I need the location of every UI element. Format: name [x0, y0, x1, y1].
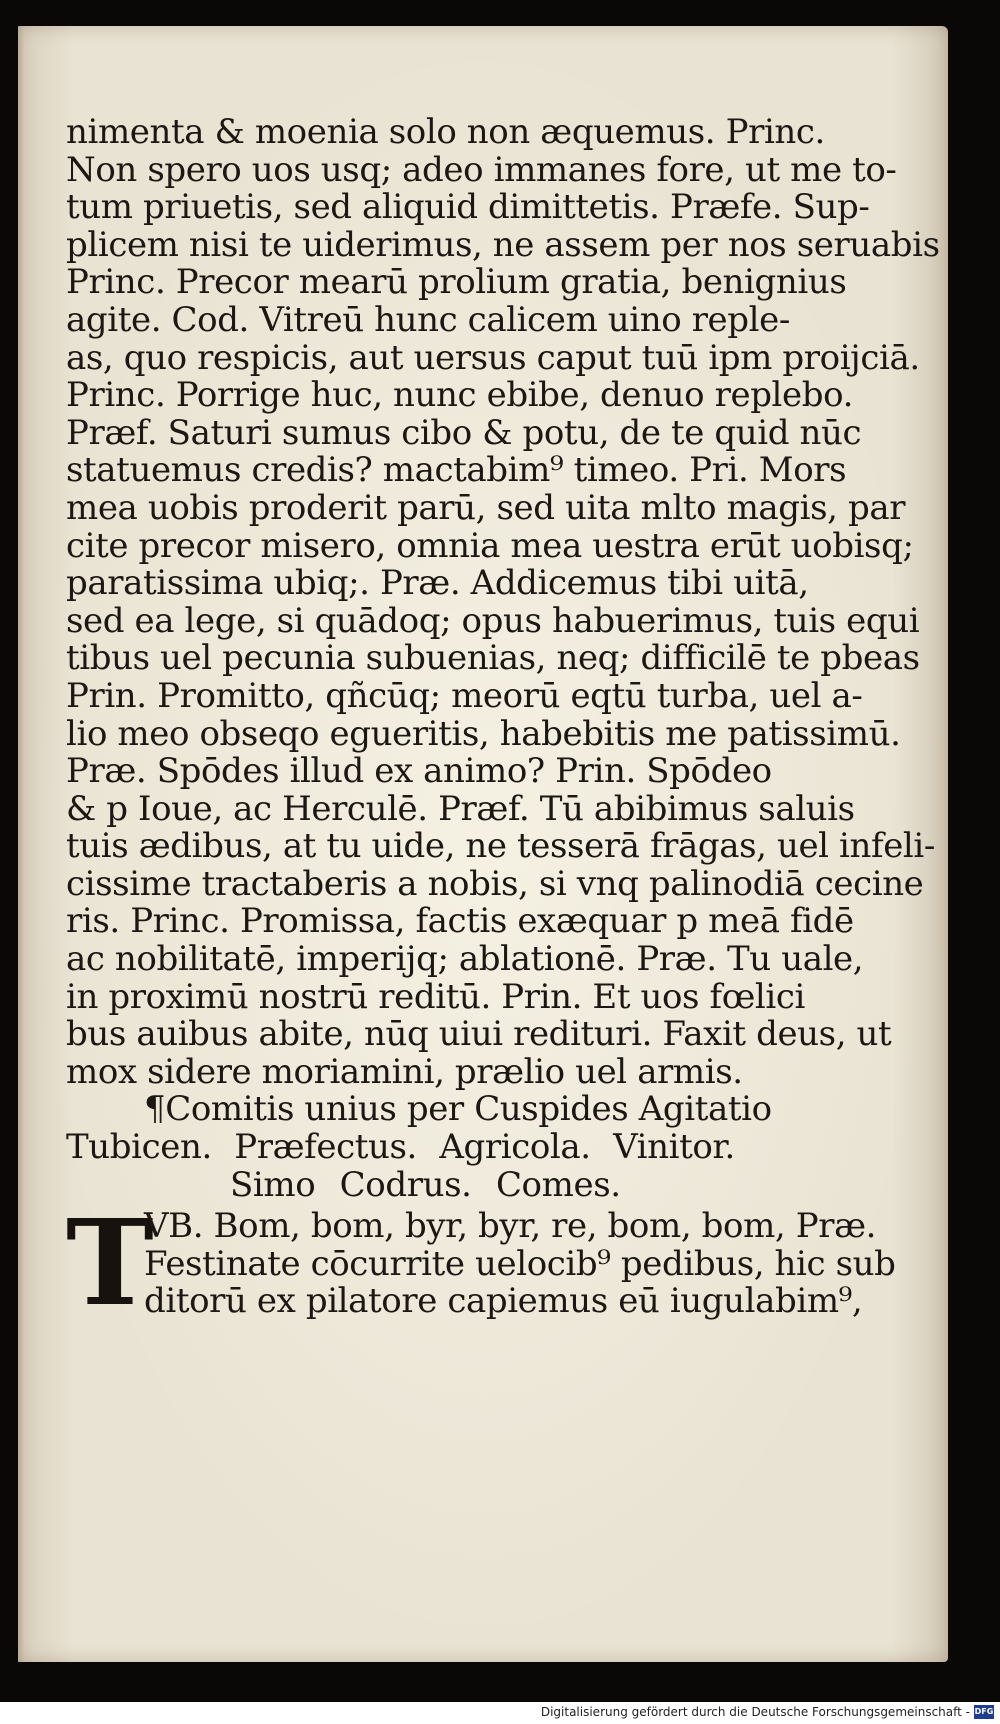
text-line: sed ea lege, si quādoq; opus habuerimus, tuis equi — [66, 600, 920, 641]
text-line: VB. Bom, bom, byr, byr, re, bom, bom, Præ. — [144, 1206, 877, 1247]
text-line: plicem nisi te uiderimus, ne assem per nos seruabis — [66, 224, 940, 265]
text-line: as, quo respicis, aut uersus caput tuū ipm proijciā. — [66, 337, 920, 378]
drop-cap-initial: T — [66, 1193, 154, 1333]
text-line: tuis ædibus, at tu uide, ne tesserā frāgas, uel infeli- — [66, 826, 935, 867]
text-line: agite. Cod. Vitreū hunc calicem uino reple- — [66, 299, 790, 340]
text-line: ditorū ex pilatore capiemus eū iugulabim⁹, — [144, 1281, 863, 1322]
dfg-logo: DFG — [974, 1705, 994, 1719]
text-line: bus auibus abite, nūq uiui redituri. Faxit deus, ut — [66, 1014, 892, 1055]
text-line: nimenta & moenia solo non æquemus. Princ. — [66, 112, 825, 152]
page-text — [66, 112, 940, 1333]
text-line: cissime tractaberis a nobis, si vnq palinodiā cecine — [66, 863, 924, 904]
text-line: Præf. Saturi sumus cibo & potu, de te quid nūc — [66, 412, 862, 453]
text-line: & p Ioue, ac Herculē. Præf. Tū abibimus saluis — [66, 788, 855, 829]
text-line: in proximū nostrū reditū. Prin. Et uos fœlici — [66, 976, 805, 1017]
text-line: Prin. Promitto, qñcūq; meorū eqtū turba, uel a- — [66, 675, 863, 716]
book-page — [18, 26, 948, 1662]
opening-lines — [144, 1208, 895, 1321]
text-line: Præ. Spōdes illud ex animo? Prin. Spōdeo — [66, 751, 772, 792]
text-line: Princ. Precor mearū prolium gratia, benignius — [66, 262, 847, 303]
text-line: mox sidere moriamini, prælio uel armis. — [66, 1051, 743, 1092]
text-line: lio meo obseqo egueritis, habebitis me patissimū. — [66, 713, 901, 754]
text-line: Princ. Porrige huc, nunc ebibe, denuo replebo. — [66, 375, 853, 416]
dramatis-personae-line: Simo Codrus. Comes. — [230, 1164, 621, 1205]
funding-credit: Digitalisierung gefördert durch die Deutsche Forschungsgemeinschaft - — [540, 1705, 970, 1719]
text-line: cite precor misero, omnia mea uestra erūt uobisq; — [66, 525, 914, 566]
text-line: Non spero uos usq; adeo immanes fore, ut me to- — [66, 149, 897, 190]
opening-paragraph — [66, 1193, 896, 1333]
page-edge — [18, 26, 24, 1662]
digitization-footer — [0, 1702, 1000, 1724]
text-line: ac nobilitatē, imperijq; ablationē. Præ. Tu uale, — [66, 939, 864, 980]
section-heading: ¶Comitis unius per Cuspides Agitatio — [144, 1089, 772, 1130]
text-line: statuemus credis? mactabim⁹ timeo. Pri. Mors — [66, 450, 847, 491]
text-line: tum priuetis, sed aliquid dimittetis. Præfe. Sup- — [66, 187, 870, 228]
text-line: mea uobis proderit parū, sed uita mlto magis, par — [66, 487, 906, 528]
text-line: tibus uel pecunia subuenias, neq; difficilē te pbeas — [66, 638, 920, 679]
text-line: ris. Princ. Promissa, factis exæquar p meā fidē — [66, 901, 854, 942]
text-line: paratissima ubiq;. Præ. Addicemus tibi uitā, — [66, 563, 809, 604]
text-line: Festinate cōcurrite uelocib⁹ pedibus, hic sub — [144, 1243, 896, 1284]
dramatis-personae-line: Tubicen. Præfectus. Agricola. Vinitor. — [66, 1127, 735, 1168]
